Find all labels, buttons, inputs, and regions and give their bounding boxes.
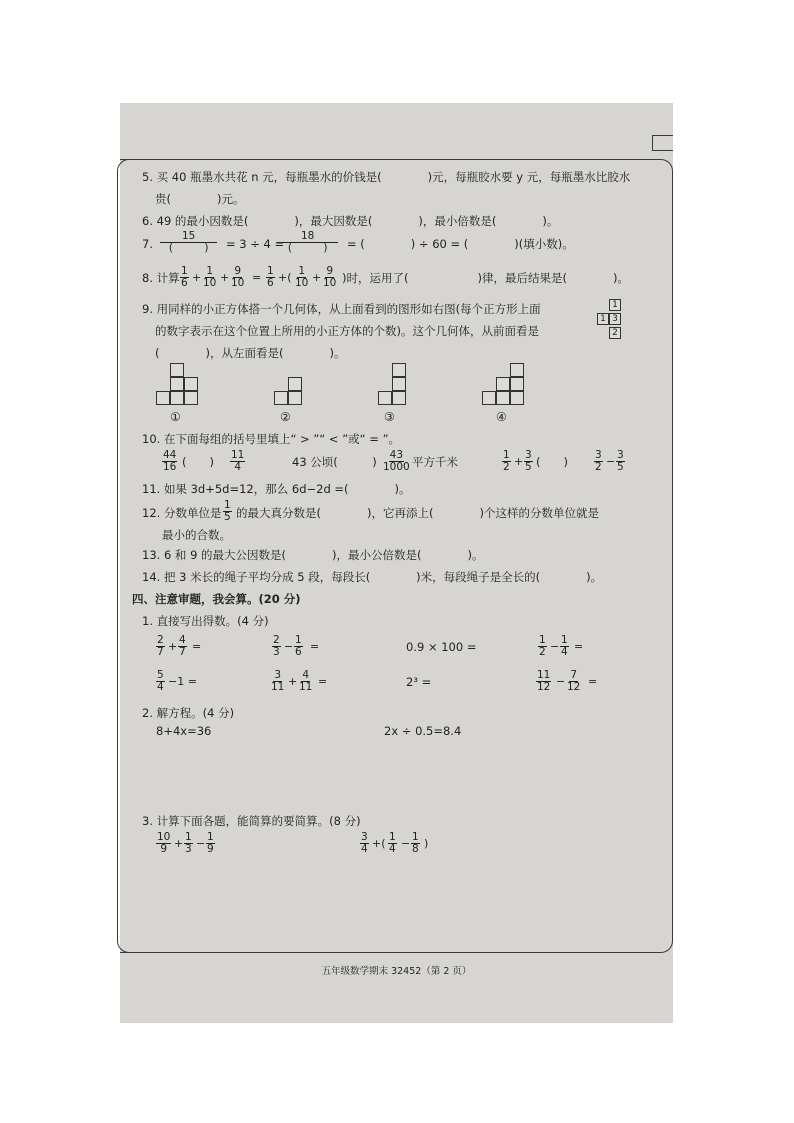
section-4-q3: 3. 计算下面各题，能简算的要简算。(8 分) bbox=[142, 814, 361, 828]
q10-frac-e: $\frac{1}{2}$ bbox=[503, 449, 510, 473]
question-7-fraction-2: 18 ( ) bbox=[277, 231, 338, 254]
q8-frac-b: $\frac{1}{10}$ bbox=[203, 265, 217, 289]
calc-op: +( bbox=[372, 837, 386, 850]
question-8-prefix: 8. 计算 bbox=[142, 271, 180, 285]
section-4-heading: 四、注意审题，我会算。(20 分) bbox=[132, 592, 301, 606]
question-7-mid: = 3 ÷ 4 = bbox=[226, 237, 285, 251]
question-13: 13. 6 和 9 的最大公因数是( )，最小公倍数是( )。 bbox=[142, 548, 484, 562]
q8-plus-1: + bbox=[192, 271, 202, 284]
calc-op: + bbox=[288, 675, 298, 688]
calc-op: − bbox=[284, 640, 294, 653]
simplify-2-a: $\frac{3}{4}$ bbox=[361, 831, 368, 855]
calc-r2c2-a: $\frac{3}{11}$ bbox=[271, 669, 285, 693]
question-9-line2: 的数字表示在这个位置上所用的小正方体的个数)。这个几何体，从前面看是 bbox=[155, 324, 539, 338]
question-6: 6. 49 的最小因数是( )，最大因数是( )，最小倍数是( )。 bbox=[142, 214, 559, 228]
simplify-1-a: $\frac{10}{9}$ bbox=[157, 831, 171, 855]
question-14: 14. 把 3 米长的绳子平均分成 5 段，每段长( )米，每段绳子是全长的( )。 bbox=[142, 570, 603, 584]
content-frame-left bbox=[117, 159, 132, 953]
q10-paren-2: ( ) bbox=[536, 455, 568, 469]
calc-r2c4-a: $\frac{11}{12}$ bbox=[537, 669, 551, 693]
q10-frac-h: $\frac{3}{5}$ bbox=[617, 449, 624, 473]
topview-cell: 1 bbox=[597, 313, 609, 325]
calc-op: − bbox=[196, 837, 206, 850]
calc-op: − bbox=[556, 675, 566, 688]
calc-r1c4-a: $\frac{1}{2}$ bbox=[539, 634, 546, 658]
simplify-1-b: $\frac{1}{3}$ bbox=[185, 831, 192, 855]
calc-op: + bbox=[168, 640, 178, 653]
calc-op: − bbox=[550, 640, 560, 653]
q8-frac-e: $\frac{1}{10}$ bbox=[295, 265, 309, 289]
q8-frac-a: $\frac{1}{6}$ bbox=[181, 265, 188, 289]
calc-r2c1-tail: −1 = bbox=[168, 675, 197, 688]
calc-r1c1-a: $\frac{2}{7}$ bbox=[157, 634, 164, 658]
q10-minus: − bbox=[606, 455, 616, 468]
simplify-2-b: $\frac{1}{4}$ bbox=[389, 831, 396, 855]
q8-equals: = bbox=[252, 271, 262, 284]
q8-plus-paren: +( bbox=[278, 271, 292, 284]
section-4-q2: 2. 解方程。(4 分) bbox=[142, 706, 235, 720]
q8-frac-d: $\frac{1}{6}$ bbox=[267, 265, 274, 289]
simplify-1-c: $\frac{1}{9}$ bbox=[207, 831, 214, 855]
q8-tail: )时，运用了( )律，最后结果是( )。 bbox=[342, 271, 629, 285]
exam-paper bbox=[120, 103, 673, 1023]
q10-paren-1: ( ) bbox=[182, 455, 214, 469]
calc-r1c3: 0.9 × 100 = bbox=[406, 640, 477, 654]
q10-frac-f: $\frac{3}{5}$ bbox=[525, 449, 532, 473]
q10-frac-g: $\frac{3}{2}$ bbox=[595, 449, 602, 473]
calc-op: − bbox=[401, 837, 411, 850]
equation-1: 8+4x=36 bbox=[156, 724, 212, 738]
q10-frac-d: $\frac{43}{1000}$ bbox=[383, 449, 410, 473]
q12-frac: $\frac{1}{5}$ bbox=[224, 499, 231, 523]
topview-cell: 1 bbox=[609, 299, 621, 311]
page-footer: 五年级数学期末 32452（第 2 页） bbox=[321, 966, 472, 977]
topview-cell: 3 bbox=[609, 313, 621, 325]
question-12-prefix: 12. 分数单位是 bbox=[142, 506, 222, 520]
calc-equals: = bbox=[588, 675, 598, 688]
calc-r2c1-a: $\frac{5}{4}$ bbox=[157, 669, 164, 693]
equation-2: 2x ÷ 0.5=8.4 bbox=[384, 724, 462, 738]
topview-cell: 2 bbox=[609, 327, 621, 339]
question-9-line3: ( )，从左面看是( )。 bbox=[155, 346, 346, 360]
question-5-line2: 贵( )元。 bbox=[155, 192, 245, 206]
question-12-line2: 最小的合数。 bbox=[162, 528, 231, 542]
option-4-label: ④ bbox=[496, 410, 507, 424]
question-12-line1: 的最大真分数是( )，它再添上( )个这样的分数单位就是 bbox=[236, 506, 599, 520]
question-7-fraction-1: 15 ( ) bbox=[160, 231, 217, 254]
option-3-label: ③ bbox=[384, 410, 395, 424]
calc-r1c2-a: $\frac{2}{3}$ bbox=[273, 634, 280, 658]
calc-r2c3: 2³ = bbox=[406, 675, 432, 689]
binding-tab bbox=[652, 135, 673, 151]
calc-op: + bbox=[174, 837, 184, 850]
simplify-2-c: $\frac{1}{8}$ bbox=[412, 831, 419, 855]
calc-op: ) bbox=[424, 837, 429, 850]
q10-hectare: 43 公顷( ) bbox=[292, 455, 377, 469]
q8-frac-c: $\frac{9}{10}$ bbox=[231, 265, 245, 289]
question-10: 10. 在下面每组的括号里填上“ > ”“ < ”或“ = ”。 bbox=[142, 432, 401, 446]
calc-equals: = bbox=[574, 640, 584, 653]
question-7-prefix: 7. bbox=[142, 237, 153, 251]
option-2-label: ② bbox=[280, 410, 291, 424]
calc-r2c2-b: $\frac{4}{11}$ bbox=[299, 669, 313, 693]
option-1-label: ① bbox=[170, 410, 181, 424]
calc-r1c2-b: $\frac{1}{6}$ bbox=[295, 634, 302, 658]
question-11: 11. 如果 3d+5d=12，那么 6d−2d =( )。 bbox=[142, 482, 411, 496]
q8-frac-f: $\frac{9}{10}$ bbox=[323, 265, 337, 289]
q10-plus: + bbox=[514, 455, 524, 468]
q8-plus-2: + bbox=[220, 271, 230, 284]
question-5-line1: 5. 买 40 瓶墨水共花 n 元，每瓶墨水的价钱是( )元，每瓶胶水要 y 元，每瓶墨水比胶水 bbox=[142, 170, 631, 184]
calc-r1c4-b: $\frac{1}{4}$ bbox=[561, 634, 568, 658]
section-4-q1: 1. 直接写出得数。(4 分) bbox=[142, 614, 269, 628]
calc-equals: = bbox=[318, 675, 328, 688]
calc-r1c1-b: $\frac{4}{7}$ bbox=[179, 634, 186, 658]
question-7-tail: = ( ) ÷ 60 = ( )(填小数)。 bbox=[347, 237, 574, 251]
q10-frac-a: $\frac{44}{16}$ bbox=[163, 449, 177, 473]
calc-equals: = bbox=[192, 640, 202, 653]
calc-r2c4-b: $\frac{7}{12}$ bbox=[567, 669, 581, 693]
calc-equals: = bbox=[310, 640, 320, 653]
q8-plus-3: + bbox=[312, 271, 322, 284]
question-9-line1: 9. 用同样的小正方体搭一个几何体，从上面看到的图形如右图(每个正方形上面 bbox=[142, 302, 541, 316]
q10-frac-b: $\frac{11}{4}$ bbox=[231, 449, 245, 473]
q10-unit: 平方千米 bbox=[412, 455, 458, 469]
